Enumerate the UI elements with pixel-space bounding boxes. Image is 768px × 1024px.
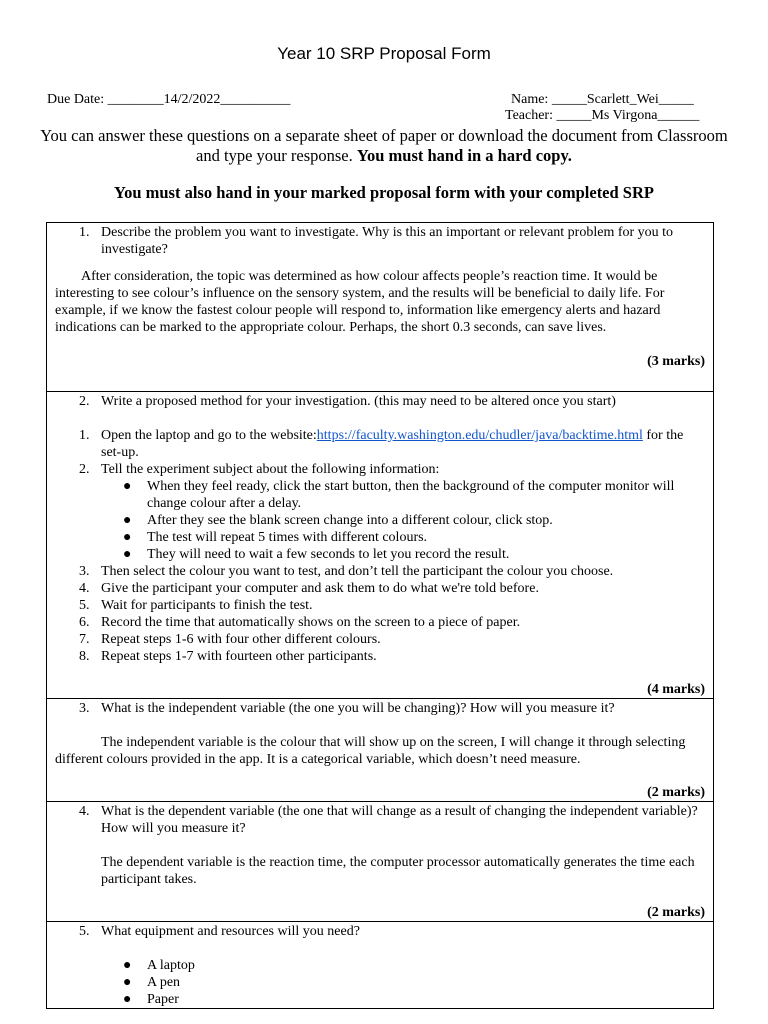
- student-name: Name: _____Scarlett_Wei_____: [511, 92, 694, 107]
- proposal-table: [46, 222, 714, 1009]
- equipment-item: [101, 957, 705, 974]
- equipment-text: A pen: [147, 975, 181, 990]
- equipment-item: [101, 974, 705, 991]
- bullet-icon: ●: [123, 479, 132, 494]
- step-text: Repeat steps 1-7 with fourteen other participants.: [101, 649, 377, 664]
- question-number: 2.: [79, 394, 90, 409]
- step-text: Open the laptop and go to the website:: [101, 428, 317, 443]
- step-item: [55, 631, 705, 648]
- step-item: [55, 427, 705, 461]
- step-item: [55, 580, 705, 597]
- method-steps-continued: [55, 563, 705, 665]
- step-number: 6.: [79, 615, 90, 630]
- marks-3: (2 marks): [647, 785, 705, 800]
- step-item: [55, 563, 705, 580]
- step-item: [55, 614, 705, 631]
- bullet-icon: ●: [123, 958, 132, 973]
- marks-4: (2 marks): [647, 905, 705, 920]
- instructions-text: You can answer these questions on a separate sheet of paper or download the document from Classroom and type your response.: [40, 126, 728, 165]
- step-item: [55, 648, 705, 665]
- bullet-icon: ●: [123, 992, 132, 1007]
- instructions: [30, 126, 738, 166]
- bullet-item: [101, 478, 705, 512]
- question-2: [55, 393, 705, 410]
- step-text: for the set-up.: [101, 428, 684, 460]
- instructions-also: You must also hand in your marked proposal form with your completed SRP: [114, 183, 654, 202]
- equipment-item: [101, 991, 705, 1008]
- question-1: [55, 224, 705, 258]
- question-row-1: [47, 223, 714, 392]
- bullet-text: The test will repeat 5 times with different colours.: [147, 530, 428, 545]
- bullet-icon: ●: [123, 547, 132, 562]
- bullet-icon: ●: [123, 975, 132, 990]
- question-row-4: [47, 802, 714, 922]
- bullet-item: [101, 546, 705, 563]
- step-number: 8.: [79, 649, 90, 664]
- step-text: Then select the colour you want to test, and don’t tell the participant the colour you choose.: [101, 564, 614, 579]
- question-text: What is the dependent variable (the one that will change as a result of changing the independent variable)? How will you measure it?: [101, 804, 698, 836]
- marks-1: (3 marks): [647, 354, 705, 369]
- step-text: Repeat steps 1-6 with four other different colours.: [101, 632, 381, 647]
- step-item: [55, 461, 705, 478]
- method-steps: [55, 427, 705, 478]
- step-number: 4.: [79, 581, 90, 596]
- step-text: Give the participant your computer and ask them to do what we're told before.: [101, 581, 539, 596]
- step-item: [55, 597, 705, 614]
- question-text: What equipment and resources will you need?: [101, 924, 360, 939]
- equipment-list: [55, 957, 705, 1008]
- question-row-5: [47, 922, 714, 1009]
- step-2-bullets: [55, 478, 705, 563]
- form-title: Year 10 SRP Proposal Form: [277, 44, 491, 63]
- marks-2: (4 marks): [647, 682, 705, 697]
- step-text: Tell the experiment subject about the following information:: [101, 462, 440, 477]
- step-number: 7.: [79, 632, 90, 647]
- bullet-icon: ●: [123, 530, 132, 545]
- answer-1: After consideration, the topic was determined as how colour affects people’s reaction time. It would be interesting to see colour’s influence on the sensory system, and the results will be beneficial to daily life. For example, if we know the fastest colour people will respond to, information like emergency alerts and hazard indications can be marked to the appropriate colour. Perhaps, the short 0.3 seconds, can save lives.: [55, 269, 665, 335]
- teacher-name: Teacher: _____Ms Virgona______: [505, 108, 700, 123]
- question-text: What is the independent variable (the one you will be changing)? How will you measure it?: [101, 701, 615, 716]
- website-link[interactable]: https://faculty.washington.edu/chudler/java/backtime.html: [316, 428, 643, 443]
- step-number: 1.: [79, 428, 90, 443]
- equipment-text: Paper: [147, 992, 179, 1007]
- question-3: [55, 700, 705, 717]
- bullet-icon: ●: [123, 513, 132, 528]
- step-number: 3.: [79, 564, 90, 579]
- question-number: 1.: [79, 225, 90, 240]
- question-row-2: [47, 392, 714, 699]
- bullet-item: [101, 512, 705, 529]
- question-row-3: [47, 699, 714, 802]
- bullet-text: When they feel ready, click the start button, then the background of the computer monitor will change colour after a delay.: [147, 479, 675, 511]
- question-text: Describe the problem you want to investigate. Why is this an important or relevant problem for you to investigate?: [101, 225, 674, 257]
- step-number: 2.: [79, 462, 90, 477]
- step-text: Wait for participants to finish the test.: [101, 598, 313, 613]
- answer-4: The dependent variable is the reaction time, the computer processor automatically generates the time each participant takes.: [101, 855, 695, 887]
- question-number: 4.: [79, 804, 90, 819]
- equipment-text: A laptop: [147, 958, 195, 973]
- step-text: Record the time that automatically shows on the screen to a piece of paper.: [101, 615, 521, 630]
- instructions-bold: You must hand in a hard copy.: [356, 146, 572, 165]
- question-4: [55, 803, 705, 837]
- bullet-item: [101, 529, 705, 546]
- question-number: 5.: [79, 924, 90, 939]
- answer-3: The independent variable is the colour that will show up on the screen, I will change it through selecting different colours provided in the app. It is a categorical variable, which doesn’t need measure.: [55, 735, 686, 767]
- step-number: 5.: [79, 598, 90, 613]
- bullet-text: After they see the blank screen change into a different colour, click stop.: [147, 513, 553, 528]
- bullet-text: They will need to wait a few seconds to let you record the result.: [147, 547, 510, 562]
- due-date: Due Date: ________14/2/2022__________: [47, 92, 291, 107]
- question-text: Write a proposed method for your investigation. (this may need to be altered once you start): [101, 394, 616, 409]
- question-number: 3.: [79, 701, 90, 716]
- question-5: [55, 923, 705, 940]
